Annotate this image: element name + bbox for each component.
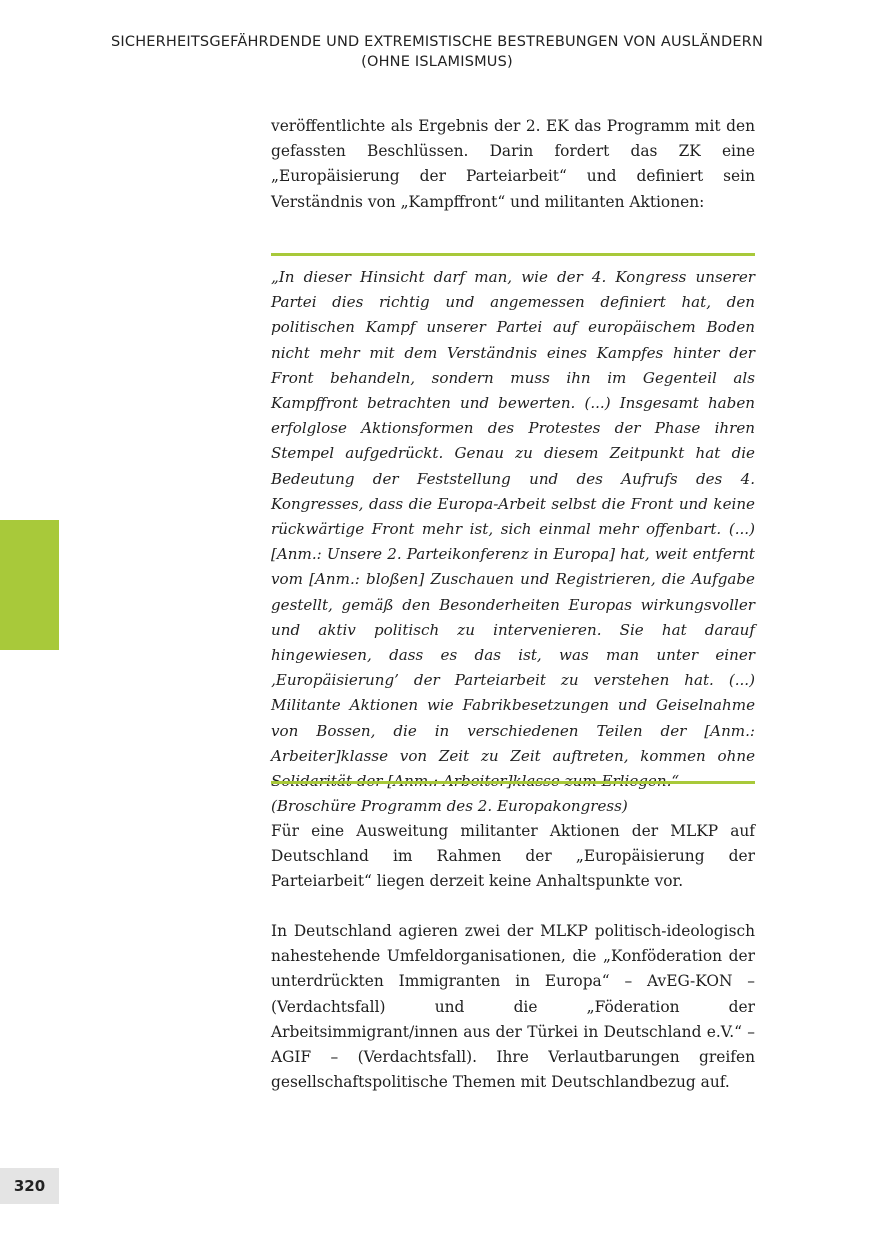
quote-top-rule bbox=[271, 253, 755, 256]
quote-text: „In dieser Hinsicht darf man, wie der 4. Kongress unserer Partei dies richtig und angemessen definiert hat, den politischen Kampf unserer Partei auf europäischem Boden nicht mehr mit dem Verständnis eines Kampfes hinter der Front behandeln, sondern muss ihn im Gegenteil als Kampffront betrachten und bewerten. (...) Insgesamt haben erfolglose Aktionsformen des Protestes der Phase ihren Stempel aufgedrückt. Genau zu diesem Zeitpunkt hat die Bedeutung der Feststellung und des Aufrufs des 4. Kongresses, dass die Europa-Arbeit selbst die Front und keine rückwärtige Front mehr ist, sich einmal mehr offenbart. (...) [Anm.: Unsere 2. Parteikonferenz in Europa] hat, weit entfernt vom [Anm.: bloßen] Zuschauen und Registrieren, die Aufgabe gestellt, gemäß den Besonderheiten Europas wirkungsvoller und aktiv politisch zu intervenieren. Sie hat darauf hingewiesen, dass es das ist, was man unter einer ‚Europäisierung’ der Parteiarbeit zu verstehen hat. (...) Militante Aktionen wie Fabrikbesetzungen und Geiselnahme von Bossen, die in verschiedenen Teilen der [Anm.: Arbeiter]klasse von Zeit zu Zeit auftreten, kommen ohne bbox=[271, 268, 755, 765]
header-line-1: SICHERHEITSGEFÄHRDENDE UND EXTREMISTISCHE BESTREBUNGEN VON AUSLÄNDERN bbox=[110, 34, 764, 50]
running-header bbox=[60, 32, 814, 72]
quote-bottom-rule bbox=[271, 781, 755, 784]
body-paragraph-3: In Deutschland agieren zwei der MLKP politisch-ideologisch nahestehende Umfeldorganisationen, die „Konföderation der unterdrückten Immigranten in Europa“ – AvEG-KON – (Verdachtsfall) und die „Föderation der Arbeitsimmigrant/innen aus der Türkei in Deutschland e.V.“ – AGIF – (Verdachtsfall). Ihre Verlautbarungen greifen gesellschaftspolitische Themen mit Deutschlandbezug auf. bbox=[271, 922, 755, 1092]
quote-block bbox=[271, 265, 755, 819]
body-paragraph-2: Für eine Ausweitung militanter Aktionen der MLKP auf Deutschland im Rahmen der „Europäisierung der Parteiarbeit“ liegen derzeit keine Anhaltspunkte vor. bbox=[271, 822, 755, 891]
page-number: 320 bbox=[0, 1168, 59, 1204]
quote-source: (Broschüre Programm des 2. Europakongress) bbox=[271, 797, 628, 816]
body-paragraph-1: veröffentlichte als Ergebnis der 2. EK das Programm mit den gefassten Beschlüssen. Darin fordert das ZK eine „Europäisierung der Parteiarbeit“ und definiert sein Verständnis von „Kampffront“ und militanten Aktionen: bbox=[271, 117, 755, 211]
header-line-2: (OHNE ISLAMISMUS) bbox=[361, 54, 513, 70]
chapter-side-tab bbox=[0, 520, 59, 650]
